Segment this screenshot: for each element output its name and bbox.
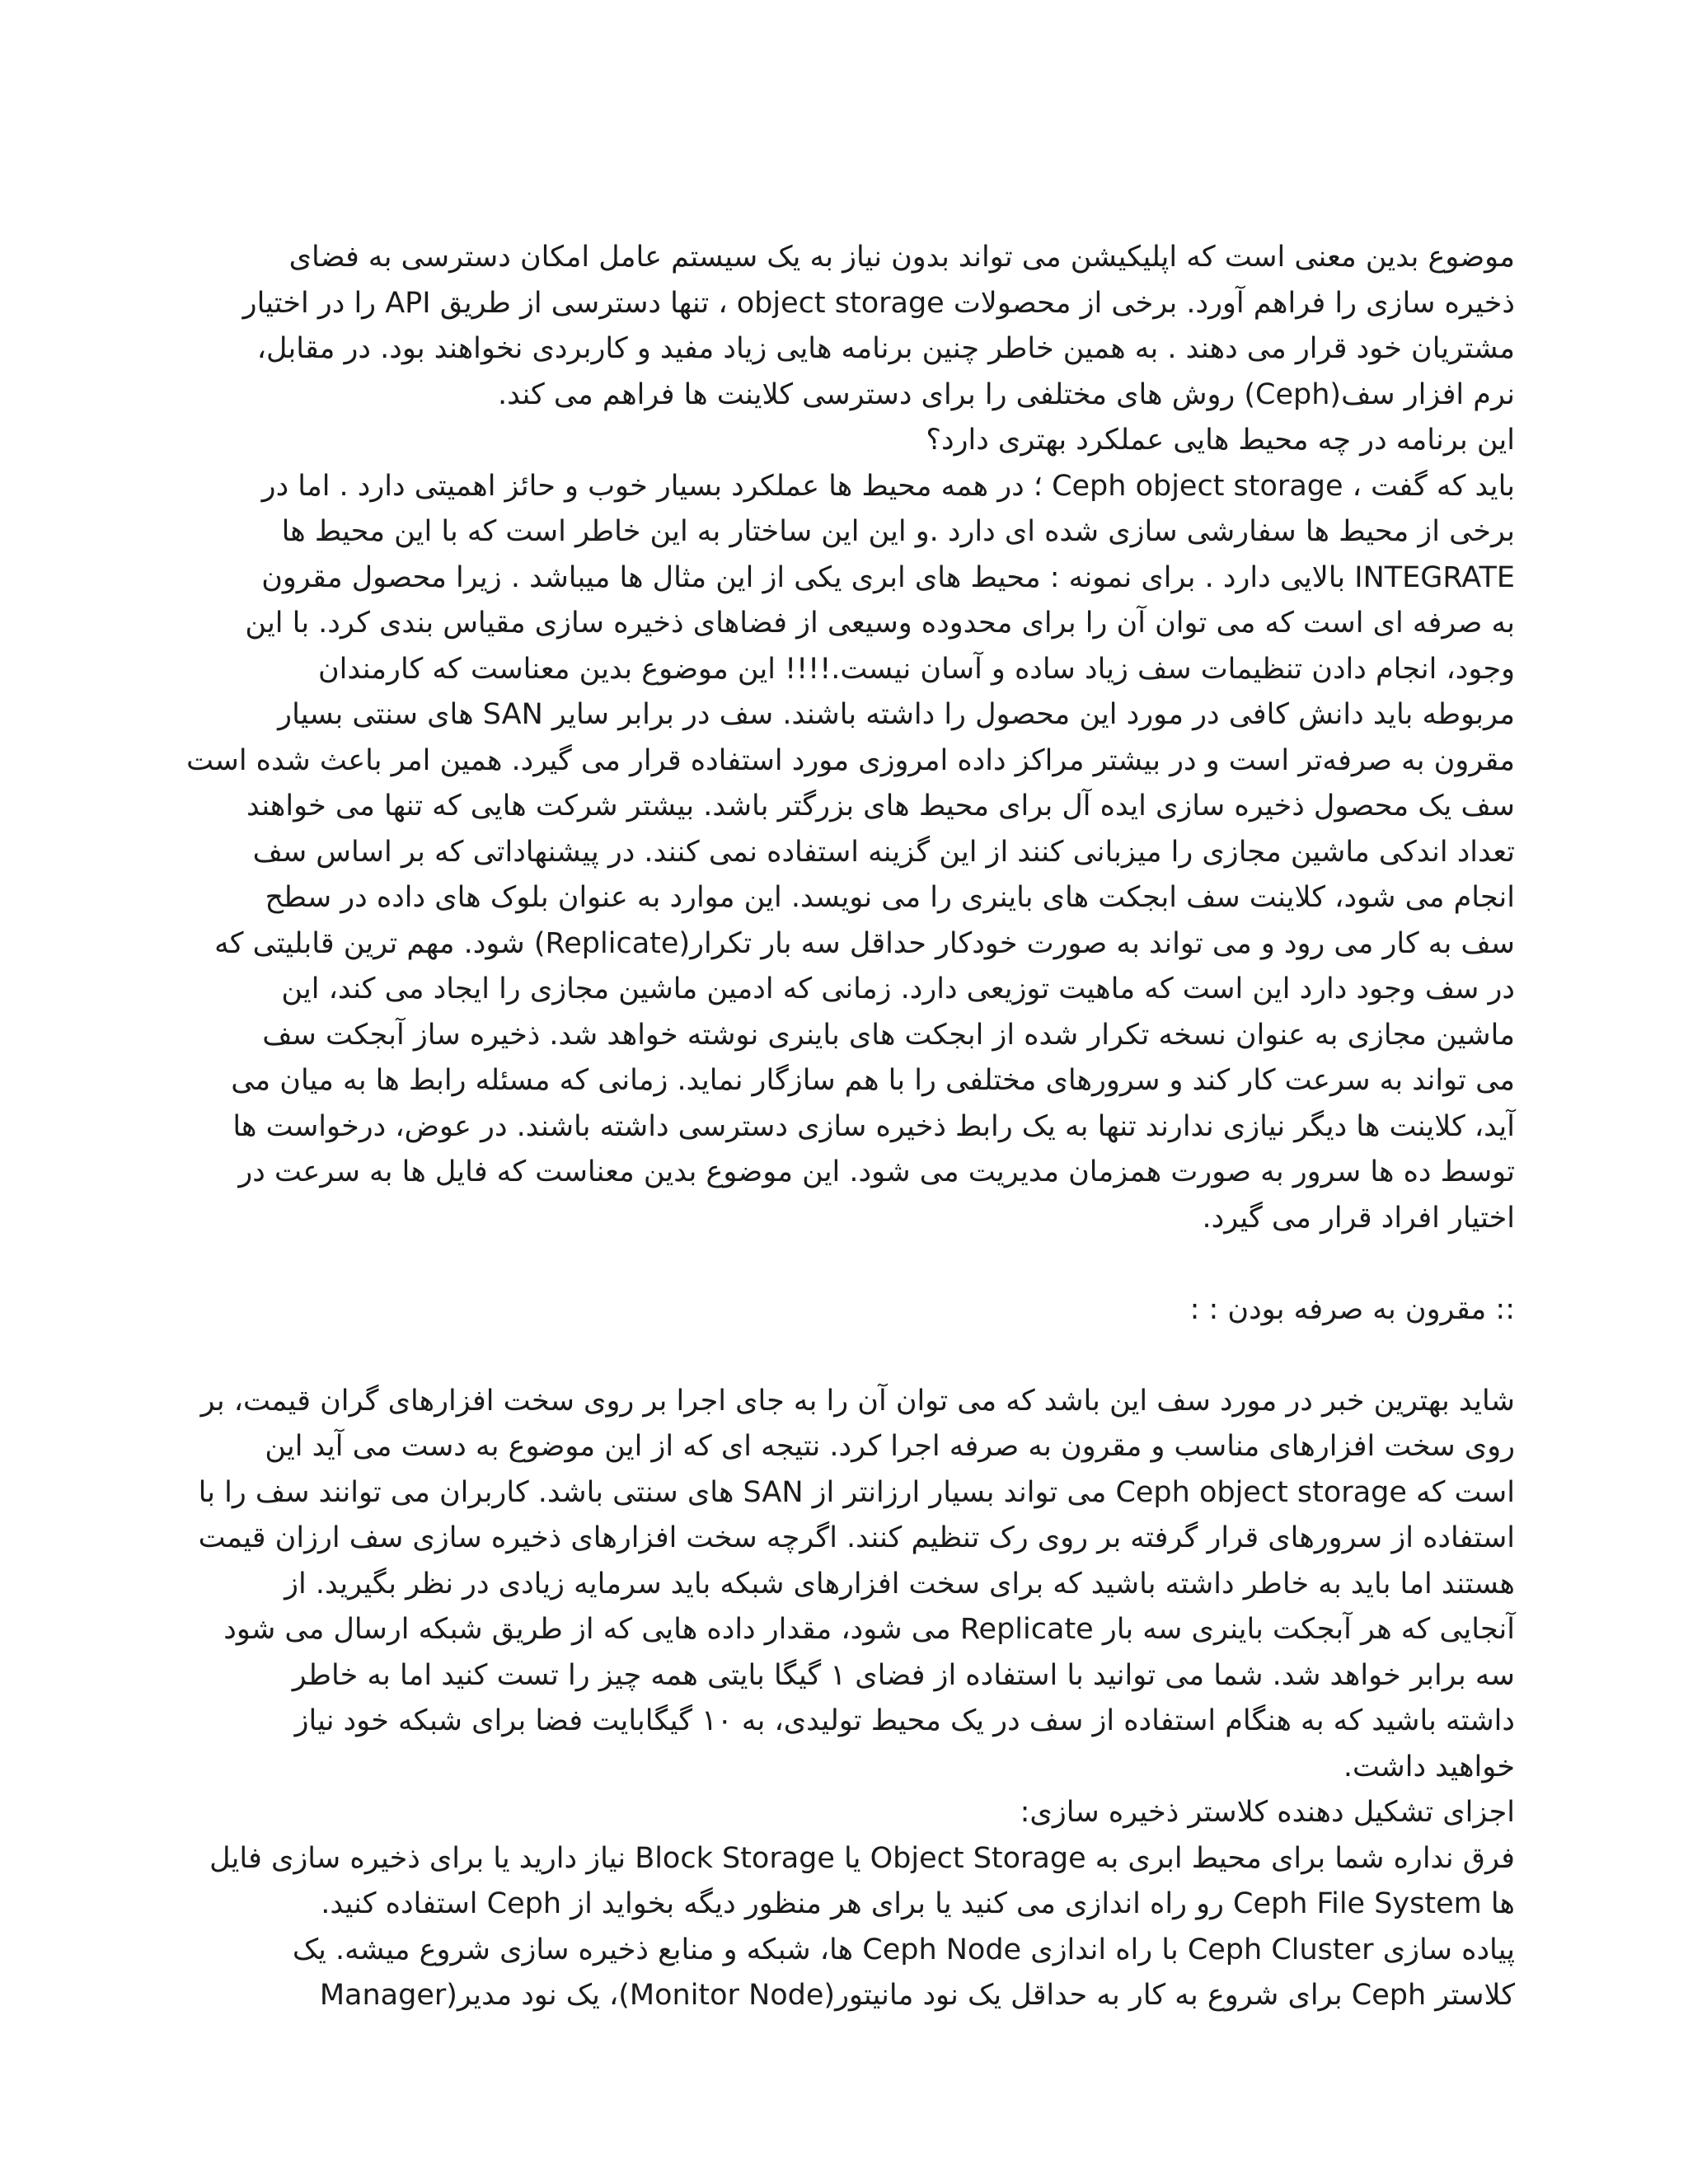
text-line: این برنامه در چه محیط هایی عملکرد بهتری دارد؟ [926, 424, 1515, 457]
text-line: ماشین مجازی به عنوان نسخه تکرار شده از ابجکت های باینری نوشته خواهد شد. ذخیره ساز آبجکت سف [262, 1018, 1515, 1052]
text-line: استفاده از سرورهای قرار گرفته بر روی رک تنظیم کنند. اگرچه سخت افزارهای ذخیره سازی سف ارزان قیمت [198, 1521, 1515, 1554]
text-line: خواهید داشت. [1343, 1750, 1515, 1783]
text-line: وجود، انجام دادن تنظیمات سف زیاد ساده و آسان نیست.!!!! این موضوع بدین معناست که کارمندان [317, 652, 1515, 686]
text-line: مشتریان خود قرار می دهند . به همین خاطر چنین برنامه هایی زیاد مفید و کاربردی نخواهند بود. در مقابل، [256, 332, 1515, 365]
environment-paragraph [155, 464, 1515, 1242]
text-line: تعداد اندکی ماشین مجازی را میزبانی کنند از این گزینه استفاده نمی کنند. در پیشنهاداتی که بر اساس سف [252, 835, 1515, 869]
text-line: INTEGRATE بالایی دارد . برای نمونه : محیط های ابری یکی از این مثال ها میباشد . زیرا محصول مقرون [261, 560, 1515, 594]
text-line: باید که گفت ، Ceph object storage ؛ در همه محیط ها عملکرد بسیار خوب و حائز اهمیتی دارد . اما در [261, 469, 1515, 503]
text-line: انجام می شود، کلاینت سف ابجکت های باینری را می نویسد. این موارد به عنوان بلوک های داده در سطح [265, 881, 1515, 914]
text-line: ذخیره سازی را فراهم آورد. برخی از محصولات object storage ، تنها دسترسی از طریق API را در اختیار [242, 286, 1515, 320]
text-line: آنجایی که هر آبجکت باینری سه بار Replicate می شود، مقدار داده هایی که از طریق شبکه ارسال می شود [223, 1613, 1515, 1646]
text-line: سف یک محصول ذخیره سازی ایده آل برای محیط های بزرگتر باشد. بیشتر شرکت هایی که تنها می خواهند [246, 790, 1515, 823]
blank-line [155, 1241, 1515, 1287]
text-line: پیاده سازی Ceph Cluster با راه اندازی Ceph Node ها، شبکه و منابع ذخیره سازی شروع میشه. یک [292, 1933, 1515, 1966]
question-line [155, 418, 1515, 464]
text-line: توسط ده ها سرور به صورت همزمان مدیریت می شود. این موضوع بدین معناست که فایل ها به سرعت در [238, 1155, 1515, 1188]
text-line: سف به کار می رود و می تواند به صورت خودکار حداقل سه بار تکرار(Replicate) شود. مهم ترین قابلیتی که [214, 926, 1515, 960]
text-line: :: مقرون به صرفه بودن : : [1189, 1292, 1515, 1326]
cluster-paragraph [155, 1836, 1515, 2019]
text-line: داشته باشید که به هنگام استفاده از سف در یک محیط تولیدی، به ۱۰ گیگابایت فضا برای شبکه خود نیاز [294, 1704, 1515, 1737]
text-line: ها Ceph File System رو راه اندازی می کنید یا برای هر منظور دیگه بخواید از Ceph استفاده کنید. [321, 1887, 1515, 1920]
text-line: سه برابر خواهد شد. شما می توانید با استفاده از فضای ۱ گیگا بایتی همه چیز را تست کنید اما به خاطر [292, 1658, 1515, 1692]
text-line: نرم افزار سف(Ceph) روش های مختلفی را برای دسترسی کلاینت ها فراهم می کند. [498, 377, 1515, 411]
cost-paragraph [155, 1379, 1515, 1791]
text-line: شاید بهترین خبر در مورد سف این باشد که می توان آن را به جای اجرا بر روی سخت افزارهای گران قیمت، بر [200, 1384, 1515, 1418]
text-line: فرق نداره شما برای محیط ابری به Object Storage یا Block Storage نیاز دارید یا برای ذخیره سازی فایل [209, 1841, 1515, 1875]
text-line: اختیار افراد قرار می گیرد. [1202, 1201, 1515, 1235]
text-line: کلاستر Ceph برای شروع به کار به حداقل یک نود مانیتور(Monitor Node)، یک نود مدیر(Manager [319, 1979, 1515, 2012]
text-line: موضوع بدین معنی است که اپلیکیشن می تواند بدون نیاز به یک سیستم عامل امکان دسترسی به فضای [288, 241, 1515, 274]
blank-line [155, 1333, 1515, 1379]
text-line: هستند اما باید به خاطر داشته باشید که برای سخت افزارهای شبکه باید سرمایه زیادی در نظر بگیرید. از [284, 1567, 1515, 1601]
text-line: اجزای تشکیل دهنده کلاستر ذخیره سازی: [1020, 1796, 1515, 1829]
text-line: برخی از محیط ها سفارشی سازی شده ای دارد .و این این ساختار به این خاطر است که با این محیط ها [281, 515, 1515, 548]
text-line: در سف وجود دارد این است که ماهیت توزیعی دارد. زمانی که ادمین ماشین مجازی را ایجاد می کند، این [281, 972, 1515, 1005]
text-line: آید، کلاینت ها دیگر نیازی ندارند تنها به یک رابط ذخیره سازی دسترسی داشته باشند. در عوض، درخواست ها [232, 1109, 1515, 1143]
text-line: به صرفه ای است که می توان آن را برای محدوده وسیعی از فضاهای ذخیره سازی مقیاس بندی کرد. با این [245, 607, 1515, 640]
intro-paragraph [155, 235, 1515, 418]
cost-heading [155, 1287, 1515, 1333]
text-line: مربوطه باید دانش کافی در مورد این محصول را داشته باشند. سف در برابر سایر SAN های سنتی بسیار [278, 698, 1515, 731]
text-line: مقرون به صرفه‌تر است و در بیشتر مراکز داده امروزی مورد استفاده قرار می گیرد. همین امر باعث شده است [186, 743, 1515, 777]
text-line: روی سخت افزارهای مناسب و مقرون به صرفه اجرا کرد. نتیجه ای که از این موضوع به دست می آید این [265, 1430, 1515, 1463]
text-line: می تواند به سرعت کار کند و سرورهای مختلفی را با هم سازگار نماید. زمانی که مسئله رابط ها به میان می [231, 1064, 1515, 1097]
document-body [155, 235, 1515, 2019]
text-line: است که Ceph object storage می تواند بسیار ارزانتر از SAN های سنتی باشد. کاربران می توانند سف را با [198, 1475, 1515, 1509]
cluster-heading [155, 1790, 1515, 1836]
